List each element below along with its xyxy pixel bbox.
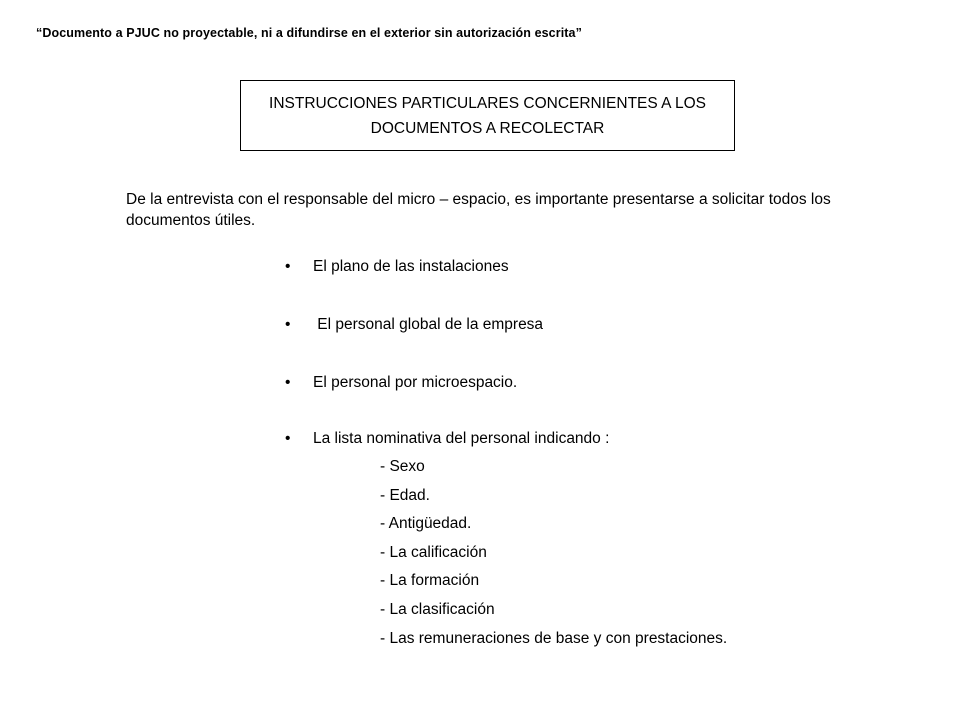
list-item (285, 374, 785, 392)
list-item-text: El personal por microespacio. (313, 374, 518, 391)
sub-list-item: - La calificación (380, 544, 487, 561)
list-item-text: El plano de las instalaciones (313, 258, 509, 275)
list-item (285, 316, 785, 334)
sub-list-item: - Antigüedad. (380, 515, 472, 532)
list-item-text: El personal global de la empresa (313, 316, 544, 333)
list-item (285, 430, 785, 448)
title-line-2: DOCUMENTOS A RECOLECTAR (370, 119, 605, 137)
sub-list-item: - Las remuneraciones de base y con prestaciones. (380, 630, 728, 647)
bullet-icon: • (285, 258, 291, 275)
confidentiality-notice: “Documento a PJUC no proyectable, ni a difundirse en el exterior sin autorización escrita” (36, 26, 582, 40)
intro-line-2: documentos útiles. (126, 212, 256, 229)
list-item (285, 258, 785, 276)
intro-line-1: De la entrevista con el responsable del micro – espacio, es importante presentarse a solicitar todos los (126, 191, 831, 208)
intro-paragraph (126, 189, 886, 231)
sub-list-item: - La formación (380, 572, 480, 589)
bullet-icon: • (285, 374, 291, 391)
bullet-icon: • (285, 430, 291, 447)
sub-list-item: - Edad. (380, 487, 430, 504)
title-box (240, 80, 735, 151)
title-line-1: INSTRUCCIONES PARTICULARES CONCERNIENTES A LOS (269, 94, 706, 112)
sub-list-item: - La clasificación (380, 601, 495, 618)
bullet-icon: • (285, 316, 291, 333)
list-item-text: La lista nominativa del personal indicando : (313, 430, 610, 447)
sub-list-item: - Sexo (380, 458, 425, 475)
